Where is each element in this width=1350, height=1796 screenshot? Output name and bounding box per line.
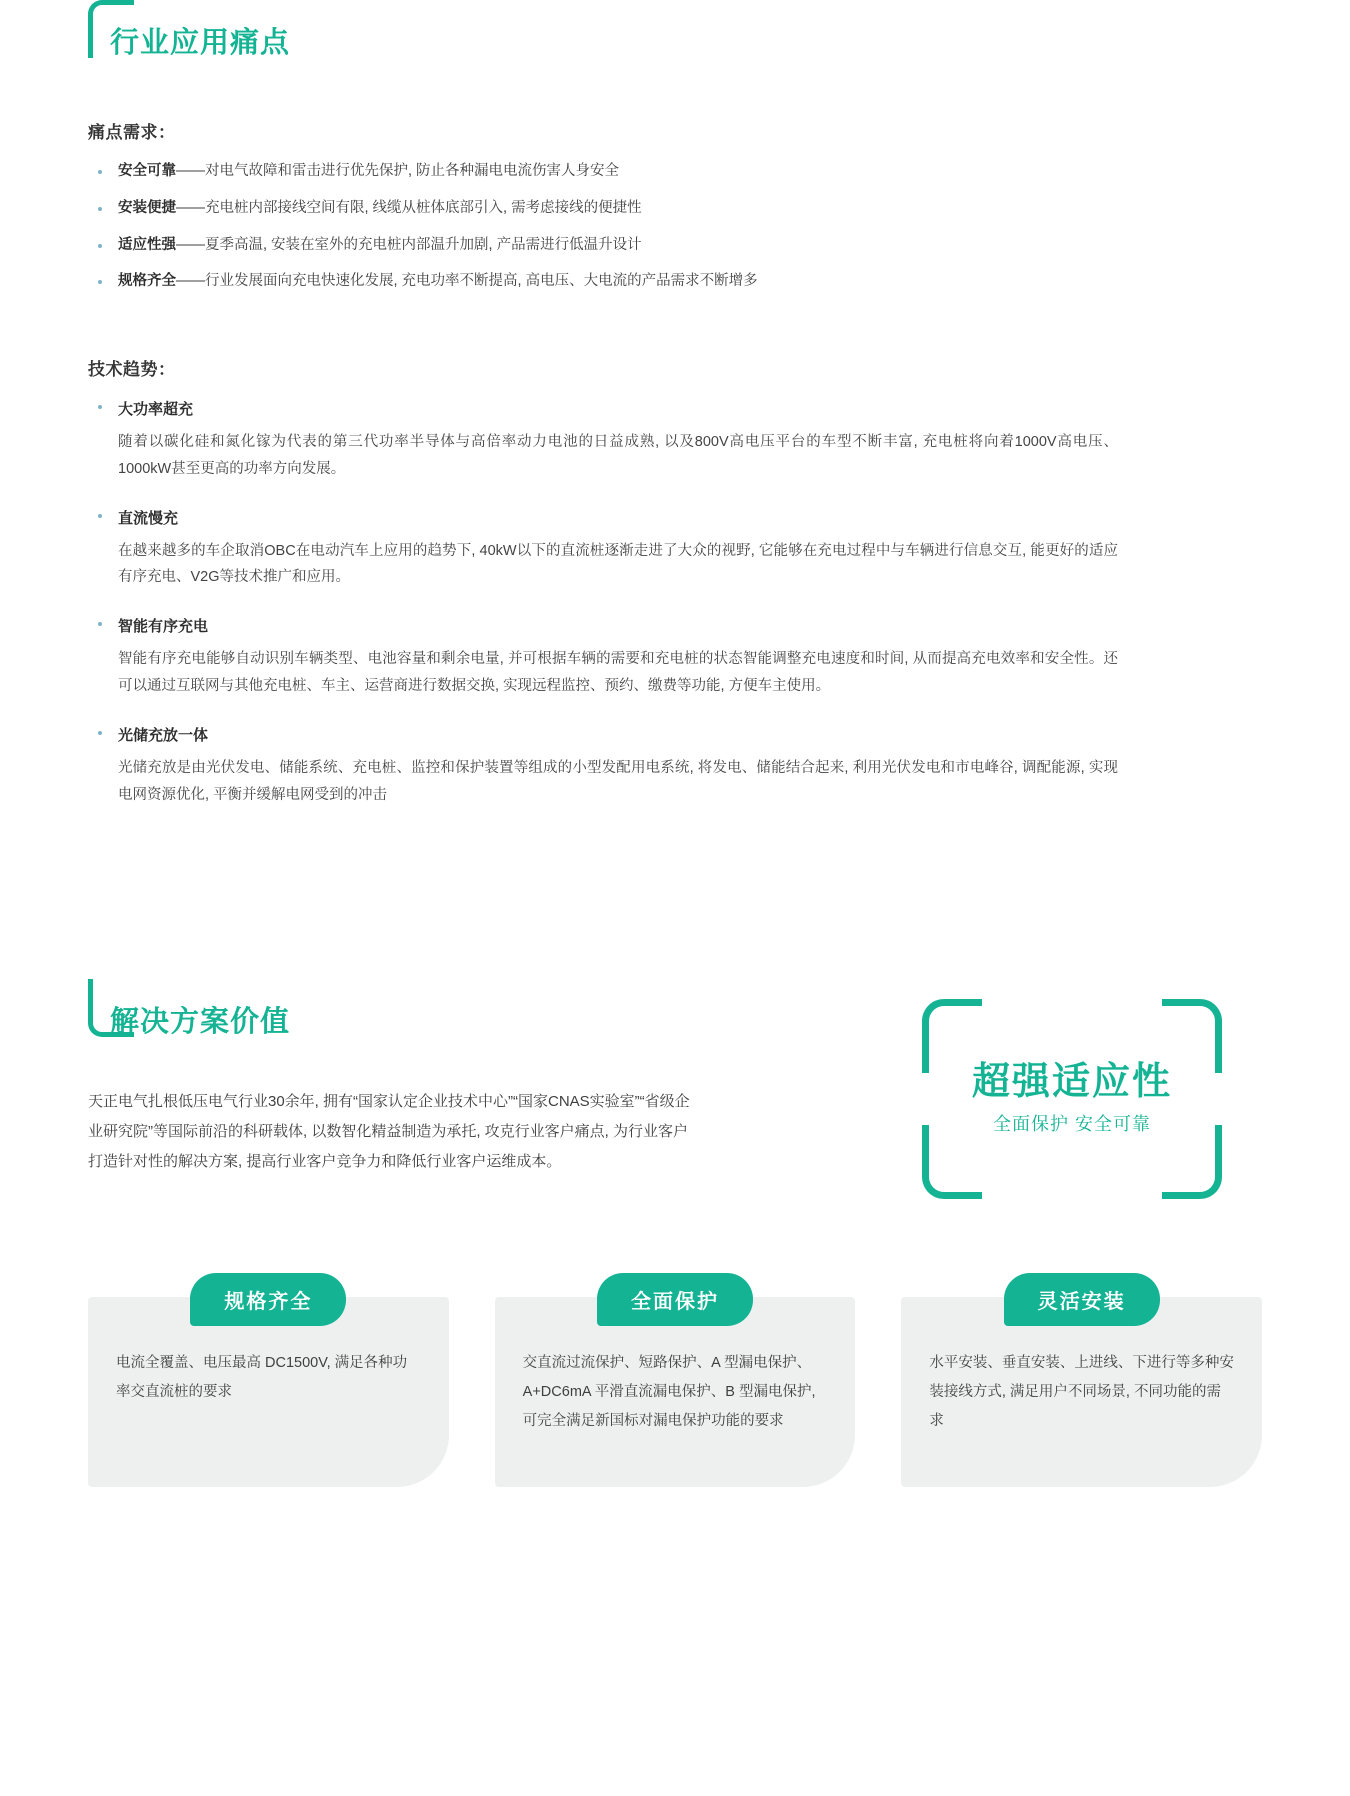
subheading-tech-trends: 技术趋势： [88,360,176,379]
list-item-text: ——充电桩内部接线空间有限, 线缆从桩体底部引入, 需考虑接线的便捷性 [176,199,642,216]
value-card [901,1290,1262,1487]
value-cards [88,1290,1262,1487]
list-item [88,271,1262,293]
trend-item [88,615,1262,700]
list-item [88,235,1262,257]
list-item [88,161,1262,183]
list-item-title: 安全可靠 [118,163,176,179]
trend-title: 智能有序充电 [88,615,1262,636]
list-item [88,198,1262,220]
badge-sub-text: 全面保护 安全可靠 [992,1114,1151,1135]
trend-body: 在越来越多的车企取消OBC在电动汽车上应用的趋势下, 40kW以下的直流桩逐渐走进了大众的视野, 它能够在充电过程中与车辆进行信息交互, 能更好的适应有序充电、V2G等技术推广和应用。 [118,542,1118,586]
section-title-solution-value: 解决方案价值 [110,1005,291,1038]
section-header-pain-points [88,0,1350,64]
value-card [88,1290,449,1487]
list-item-text: ——对电气故障和雷击进行优先保护, 防止各种漏电电流伤害人身安全 [176,163,620,179]
trend-body: 智能有序充电能够自动识别车辆类型、电池容量和剩余电量, 并可根据车辆的需要和充电桩的状态智能调整充电速度和时间, 从而提高充电效率和安全性。还可以通过互联网与其他充电桩、车主、运营商进行数据交换, 实现远程监控、预约、缴费等功能, 方便车主使用。 [118,651,1118,695]
list-item-title: 安装便捷 [118,199,176,216]
solution-value-paragraph: 天正电气扎根低压电气行业30余年, 拥有“国家认定企业技术中心”“国家CNAS实验室”“省级企业研究院”等国际前沿的科研载体, 以数智化精益制造为承托, 攻克行业客户痛点, 为行业客户打造针对性的解决方案, 提高行业客户竞争力和降低行业客户运维成本。 [88,1092,690,1170]
value-card [495,1290,856,1487]
list-item-text: ——行业发展面向充电快速化发展, 充电功率不断提高, 高电压、大电流的产品需求不断增多 [176,273,758,290]
trend-title: 直流慢充 [88,507,1262,528]
bottom-spacer [0,1487,1350,1607]
solution-value-section [0,979,1350,1607]
value-card-badge: 规格齐全 [190,1273,346,1326]
pain-requirement-list [88,161,1262,293]
value-card-body: 电流全覆盖、电压最高 DC1500V, 满足各种功率交直流桩的要求 [116,1354,408,1400]
trend-title: 大功率超充 [88,398,1262,419]
trend-item [88,724,1262,809]
pain-points-block [88,118,1262,809]
list-item-text: ——夏季高温, 安装在室外的充电桩内部温升加剧, 产品需进行低温升设计 [176,236,642,253]
value-card-badge: 灵活安装 [1004,1273,1160,1326]
value-card-badge: 全面保护 [597,1273,753,1326]
list-item-title: 规格齐全 [118,273,176,290]
trend-body: 光储充放是由光伏发电、储能系统、充电桩、监控和保护装置等组成的小型发配用电系统, 将发电、储能结合起来, 利用光伏发电和市电峰谷, 调配能源, 实现电网资源优化, 平衡并缓解电网受到的冲击 [118,759,1118,803]
value-card-body: 水平安装、垂直安装、上进线、下进行等多种安装接线方式, 满足用户不同场景, 不同功能的需求 [929,1354,1234,1429]
badge-content [922,1061,1222,1137]
value-card-body: 交直流过流保护、短路保护、A 型漏电保护、A+DC6mA 平滑直流漏电保护、B 型漏电保护, 可完全满足新国标对漏电保护功能的要求 [522,1354,816,1429]
highlight-badge [922,999,1222,1199]
trend-body: 随着以碳化硅和氮化镓为代表的第三代功率半导体与高倍率动力电池的日益成熟, 以及800V高电压平台的车型不断丰富, 充电桩将向着1000V高电压、1000kW甚至更高的功率方向发展。 [118,434,1118,477]
subheading-pain-requirements: 痛点需求： [88,123,176,142]
trend-title: 光储充放一体 [88,724,1262,745]
trend-item [88,398,1262,483]
trend-item [88,507,1262,592]
list-item-title: 适应性强 [118,236,176,253]
section-title-pain-points: 行业应用痛点 [110,27,291,59]
badge-main-text: 超强适应性 [971,1060,1172,1103]
